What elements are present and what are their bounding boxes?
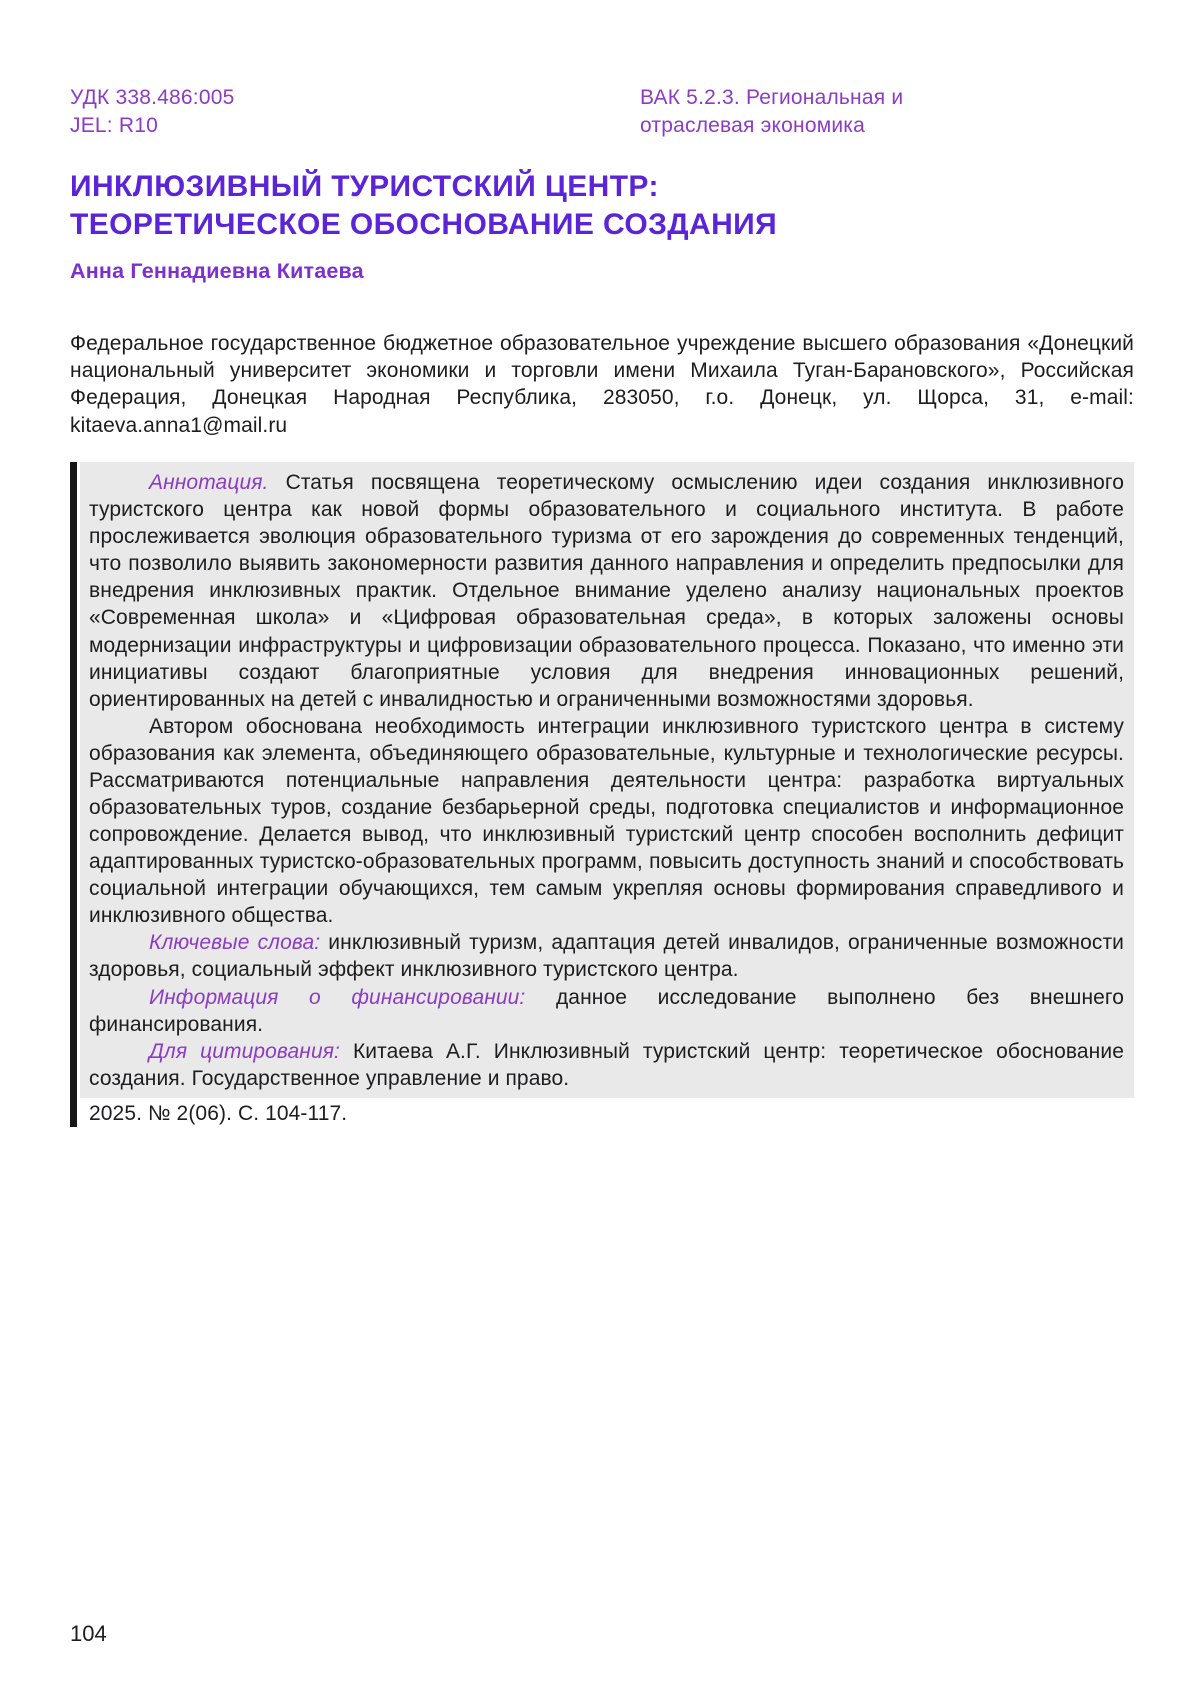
article-title [70,168,1134,244]
funding-label: Информация о финансировании: [149,985,526,1009]
keywords-label: Ключевые слова: [149,931,321,955]
jel-code: JEL: R10 [70,114,158,138]
abstract-paragraph-1 [89,469,1124,713]
citation-label: Для цитирования: [149,1039,340,1063]
keywords-paragraph [89,929,1124,983]
header-meta [70,84,1134,141]
author-name: Анна Геннадиевна Китаева [70,258,364,283]
header-meta-right [640,84,1134,141]
funding-paragraph [89,984,1124,1038]
citation-tail: 2025. № 2(06). С. 104-117. [89,1101,348,1125]
abstract-paragraph-1-text: Статья посвящена теоретическому осмыслению идеи создания инклюзивного туристского центра как новой формы образовательного и социального института. В работе прослеживается эволюция образовательного туризма от его зарождения до современных тенденций, что позволило выявить закономерности развития данного направления и определить предпосылки для внедрения инклюзивных практик. Отдельное внимание уделено анализу национальных проектов «Современная школа» и «Цифровая образовательная среда», в которых заложены основы модернизации инфраструктуры и цифровизации образовательного процесса. Показано, что именно эти инициативы создают благоприятные условия для внедрения инновационных решений, ориентированных на детей с инвалидностью и ограниченными возможностями здоровья. [89,471,1124,711]
citation-text: Китаева А.Г. Инклюзивный туристский центр: теоретическое обоснование создания. Государственное управление и право. [89,1039,1124,1090]
citation-paragraph [89,1038,1124,1092]
vak-code-line1: ВАК 5.2.3. Региональная и [640,86,904,109]
abstract-highlighted-area [80,462,1134,1098]
keywords-text: инклюзивный туризм, адаптация детей инвалидов, ограниченные возможности здоровья, социальный эффект инклюзивного туристского центра. [89,931,1125,982]
udc-code: УДК 338.486:005 [70,86,235,109]
header-meta-left [70,84,234,141]
abstract-block [70,462,1134,1127]
abstract-label: Аннотация. [149,471,269,495]
funding-text: данное исследование выполнено без внешнего финансирования. [89,985,1124,1036]
vak-code-line2: отраслевая экономика [640,114,866,138]
affiliation-text: Федеральное государственное бюджетное образовательное учреждение высшего образования «Донецкий национальный университет экономики и торговли имени Михаила Туган-Барановского», Российская Федерация, Донецкая Народная Республика, 283050, г.о. Донецк, ул. Щорса, 31, e-mail: kitaeva.anna1@mail.ru [70,331,1134,437]
abstract-paragraph-2: Автором обоснована необходимость интеграции инклюзивного туристского центра в систему образования как элемента, объединяющего образовательные, культурные и технологические ресурсы. Рассматриваются потенциальные направления деятельности центра: разработка виртуальных образовательных туров, создание безбарьерной среды, подготовка специалистов и информационное сопровождение. Делается вывод, что инклюзивный туристский центр способен восполнить дефицит адаптированных туристско-образовательных программ, повысить доступность знаний и способствовать социальной интеграции обучающихся, тем самым укрепляя основы формирования справедливого и инклюзивного общества. [89,714,1124,928]
page-number: 104 [70,1621,107,1646]
article-title-line1: ИНКЛЮЗИВНЫЙ ТУРИСТСКИЙ ЦЕНТР: [70,169,659,203]
article-title-line2: ТЕОРЕТИЧЕСКОЕ ОБОСНОВАНИЕ СОЗДАНИЯ [70,207,778,241]
